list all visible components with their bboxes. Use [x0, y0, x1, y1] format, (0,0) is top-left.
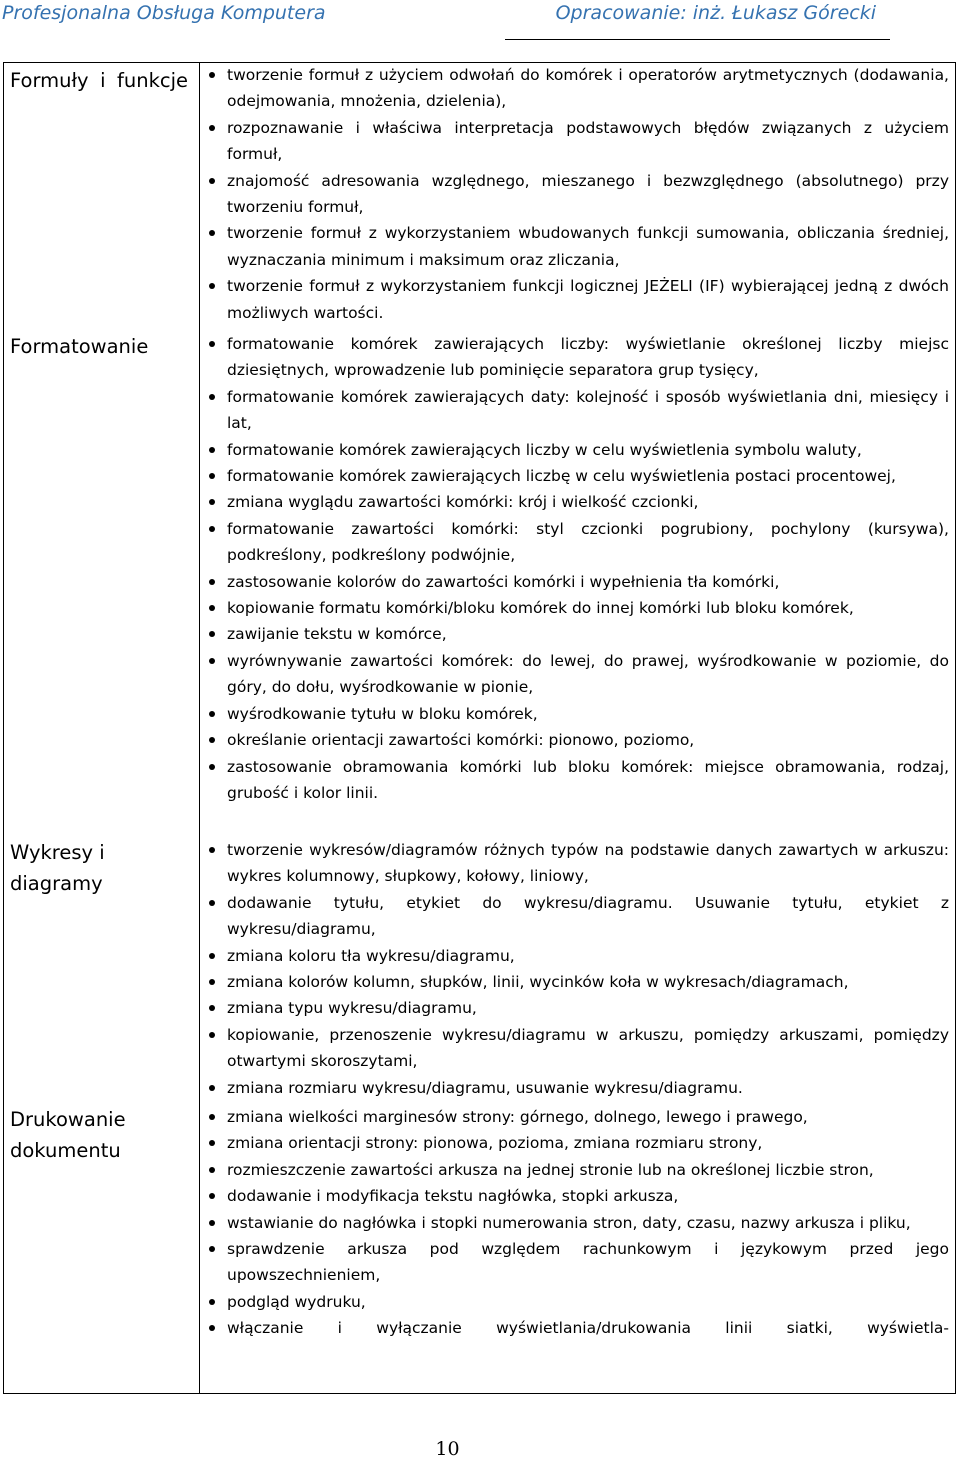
list-item: tworzenie formuł z wykorzystaniem funkcji logicznej JEŻELI (IF) wybierającej jedną z dwóch możliwych wartości.	[205, 273, 949, 326]
list-item: znajomość adresowania względnego, mieszanego i bezwzględnego (absolutnego) przy tworzeniu formuł,	[205, 168, 949, 221]
section-list-drukowanie	[205, 1104, 949, 1342]
list-item: rozpoznawanie i właściwa interpretacja podstawowych błędów związanych z użyciem formuł,	[205, 115, 949, 168]
list-item: zastosowanie obramowania komórki lub bloku komórek: miejsce obramowania, rodzaj, grubość i kolor linii.	[205, 754, 949, 807]
header-course-title: Profesjonalna Obsługa Komputera	[2, 2, 326, 24]
page-number: 10	[435, 1438, 460, 1460]
list-item: tworzenie formuł z wykorzystaniem wbudowanych funkcji sumowania, obliczania średniej, wyznaczania minimum i maksimum oraz zliczania,	[205, 220, 949, 273]
list-item: kopiowanie, przenoszenie wykresu/diagramu w arkuszu, pomiędzy arkuszami, pomiędzy otwartymi skoroszytami,	[205, 1022, 949, 1075]
list-item: wyśrodkowanie tytułu w bloku komórek,	[205, 701, 949, 727]
header-rule	[505, 39, 890, 40]
list-item: formatowanie zawartości komórki: styl czcionki pogrubiony, pochylony (kursywa), podkreślony, podkreślony podwójnie,	[205, 516, 949, 569]
list-item: zawijanie tekstu w komórce,	[205, 621, 949, 647]
page-header	[0, 0, 960, 40]
list-item: zmiana typu wykresu/diagramu,	[205, 995, 949, 1021]
section-label-formatowanie: Formatowanie	[10, 335, 149, 358]
list-item: formatowanie komórek zawierających liczbę w celu wyświetlenia postaci procentowej,	[205, 463, 949, 489]
list-item: zmiana rozmiaru wykresu/diagramu, usuwanie wykresu/diagramu.	[205, 1075, 949, 1101]
list-item: formatowanie komórek zawierających liczby w celu wyświetlenia symbolu waluty,	[205, 437, 949, 463]
section-label-wykresy: Wykresy i diagramy	[10, 841, 105, 895]
section-list-formuly	[205, 62, 949, 326]
section-list-formatowanie	[205, 331, 949, 806]
list-item: wyrównywanie zawartości komórek: do lewej, do prawej, wyśrodkowanie w poziomie, do góry, do dołu, wyśrodkowanie w pionie,	[205, 648, 949, 701]
list-item: rozmieszczenie zawartości arkusza na jednej stronie lub na określonej liczbie stron,	[205, 1157, 949, 1183]
section-label-drukowanie: Drukowanie dokumentu	[10, 1108, 126, 1162]
list-item: formatowanie komórek zawierających liczby: wyświetlanie określonej liczby miejsc dziesiętnych, wprowadzenie lub pominięcie separatora grup tysięcy,	[205, 331, 949, 384]
list-item: wstawianie do nagłówka i stopki numerowania stron, daty, czasu, nazwy arkusza i pliku,	[205, 1210, 949, 1236]
list-item: formatowanie komórek zawierających daty: kolejność i sposób wyświetlania dni, miesięcy i lat,	[205, 384, 949, 437]
list-item: tworzenie formuł z użyciem odwołań do komórek i operatorów arytmetycznych (dodawania, odejmowania, mnożenia, dzielenia),	[205, 62, 949, 115]
list-item: określanie orientacji zawartości komórki: pionowo, poziomo,	[205, 727, 949, 753]
section-list-wykresy	[205, 837, 949, 1101]
list-item: zastosowanie kolorów do zawartości komórki i wypełnienia tła komórki,	[205, 569, 949, 595]
list-item: zmiana wyglądu zawartości komórki: krój i wielkość czcionki,	[205, 489, 949, 515]
list-item: zmiana koloru tła wykresu/diagramu,	[205, 943, 949, 969]
list-item: podgląd wydruku,	[205, 1289, 949, 1315]
list-item: włączanie i wyłączanie wyświetlania/drukowania linii siatki, wyświetla-	[205, 1315, 949, 1341]
list-item: dodawanie tytułu, etykiet do wykresu/diagramu. Usuwanie tytułu, etykiet z wykresu/diagramu,	[205, 890, 949, 943]
list-item: dodawanie i modyfikacja tekstu nagłówka, stopki arkusza,	[205, 1183, 949, 1209]
list-item: tworzenie wykresów/diagramów różnych typów na podstawie danych zawartych w arkuszu: wykres kolumnowy, słupkowy, kołowy, liniowy,	[205, 837, 949, 890]
list-item: zmiana kolorów kolumn, słupków, linii, wycinków koła w wykresach/diagramach,	[205, 969, 949, 995]
list-item: zmiana orientacji strony: pionowa, pozioma, zmiana rozmiaru strony,	[205, 1130, 949, 1156]
column-divider	[199, 63, 200, 1393]
header-author: Opracowanie: inż. Łukasz Górecki	[555, 2, 876, 24]
section-label-formuly: Formuły i funkcje	[10, 69, 188, 92]
list-item: sprawdzenie arkusza pod względem rachunkowym i językowym przed jego upowszechnieniem,	[205, 1236, 949, 1289]
list-item: kopiowanie formatu komórki/bloku komórek do innej komórki lub bloku komórek,	[205, 595, 949, 621]
list-item: zmiana wielkości marginesów strony: górnego, dolnego, lewego i prawego,	[205, 1104, 949, 1130]
